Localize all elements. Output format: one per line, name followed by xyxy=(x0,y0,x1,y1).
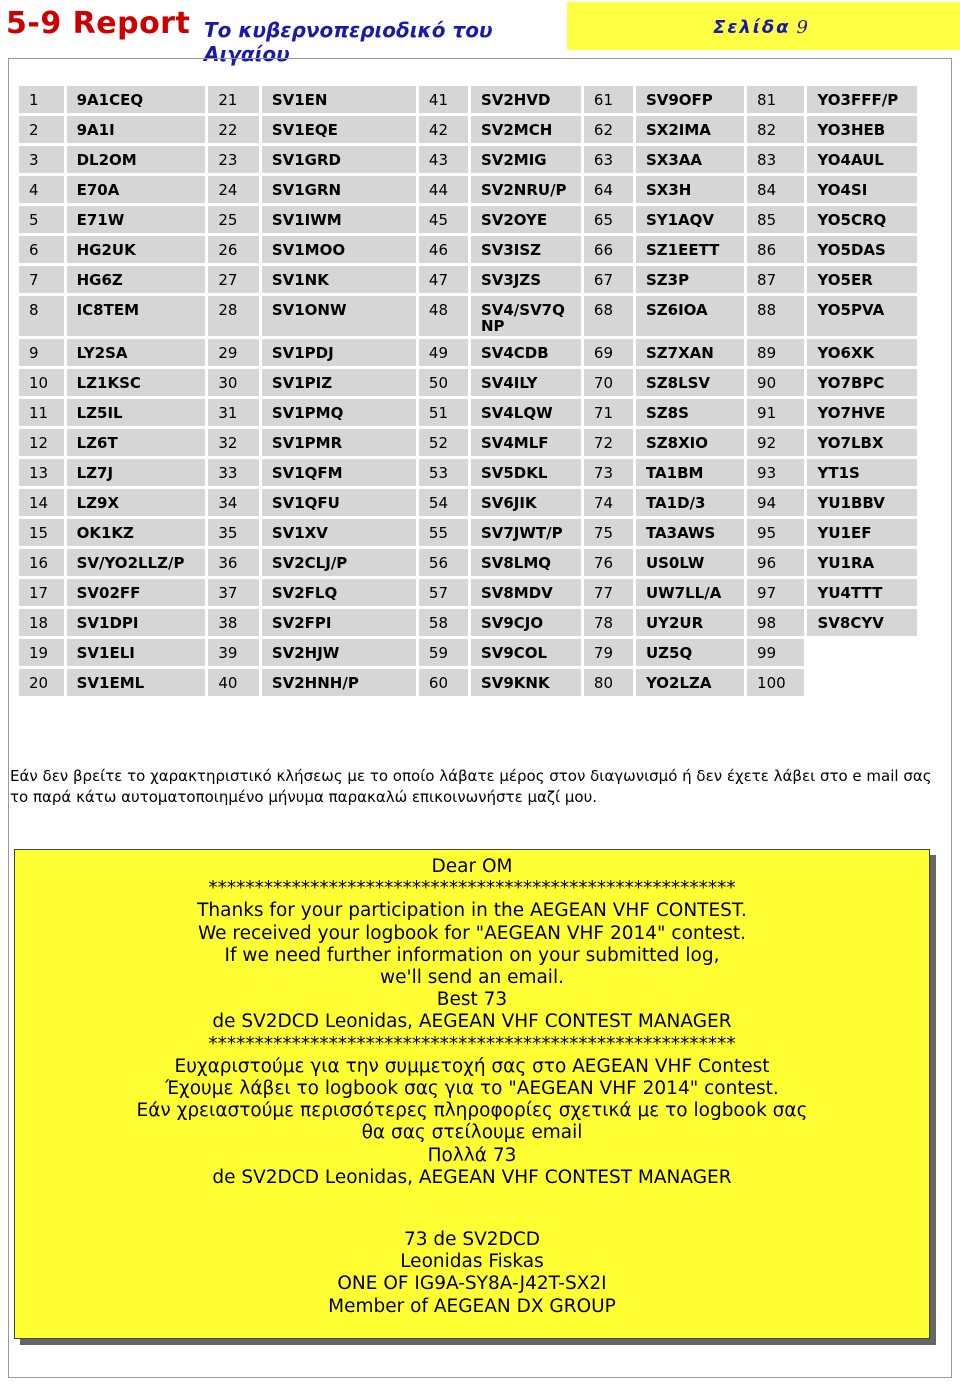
entry-number: 17 xyxy=(19,579,64,606)
callsign-cell: YU4TTT xyxy=(807,579,917,606)
table-row xyxy=(19,146,917,173)
callsign-cell: SV2CLJ/P xyxy=(262,549,416,576)
message-line-greek: Έχουμε λάβει το logbook σας για το "AEGEAN VHF 2014" contest. xyxy=(165,1078,779,1100)
entry-number: 40 xyxy=(208,669,259,696)
entry-number: 65 xyxy=(584,206,633,233)
callsign-cell: SV4CDB xyxy=(471,339,581,366)
entry-number: 70 xyxy=(584,369,633,396)
entry-number: 5 xyxy=(19,206,64,233)
callsign-cell: SV1QFU xyxy=(262,489,416,516)
table-row xyxy=(19,236,917,263)
callsign-cell: SZ6IOA xyxy=(636,296,744,336)
entry-number: 43 xyxy=(419,146,468,173)
callsign-cell: SV1DPI xyxy=(67,609,206,636)
callsign-cell xyxy=(807,639,917,666)
callsign-cell: UY2UR xyxy=(636,609,744,636)
magazine-subtitle: Το κυβερνοπεριοδικό του Αιγαίου xyxy=(204,18,493,66)
callsign-cell: YU1BBV xyxy=(807,489,917,516)
entry-number: 75 xyxy=(584,519,633,546)
signature-line: 73 de SV2DCD xyxy=(403,1229,540,1251)
table-row xyxy=(19,116,917,143)
callsign-cell: SX3AA xyxy=(636,146,744,173)
entry-number: 48 xyxy=(419,296,468,336)
entry-number: 90 xyxy=(747,369,804,396)
callsign-cell: YO3HEB xyxy=(807,116,917,143)
entry-number: 36 xyxy=(208,549,259,576)
entry-number: 68 xyxy=(584,296,633,336)
callsign-cell: SV9CJO xyxy=(471,609,581,636)
callsign-cell: YO6XK xyxy=(807,339,917,366)
entry-number: 94 xyxy=(747,489,804,516)
callsign-cell: LZ9X xyxy=(67,489,206,516)
callsign-cell: SZ8S xyxy=(636,399,744,426)
entry-number: 32 xyxy=(208,429,259,456)
callsign-cell: YO5PVA xyxy=(807,296,917,336)
callsign-cell: SV1GRD xyxy=(262,146,416,173)
callsign-cell: 9A1I xyxy=(67,116,206,143)
entry-number: 57 xyxy=(419,579,468,606)
entry-number: 71 xyxy=(584,399,633,426)
entry-number: 83 xyxy=(747,146,804,173)
callsign-cell: SV1NK xyxy=(262,266,416,293)
entry-number: 61 xyxy=(584,86,633,113)
callsign-cell: SV4LQW xyxy=(471,399,581,426)
table-row xyxy=(19,176,917,203)
signature-line: Leonidas Fiskas xyxy=(400,1251,544,1273)
entry-number: 30 xyxy=(208,369,259,396)
message-box xyxy=(14,849,930,1339)
callsign-cell: SV/YO2LLZ/P xyxy=(67,549,206,576)
entry-number: 86 xyxy=(747,236,804,263)
callsign-cell: SV8MDV xyxy=(471,579,581,606)
entry-number: 16 xyxy=(19,549,64,576)
callsign-cell: YO7HVE xyxy=(807,399,917,426)
message-line-greek: θα σας στείλουμε email xyxy=(361,1122,583,1144)
entry-number: 2 xyxy=(19,116,64,143)
callsign-cell: YT1S xyxy=(807,459,917,486)
entry-number: 89 xyxy=(747,339,804,366)
callsign-cell: SV9KNK xyxy=(471,669,581,696)
callsign-cell: SV2HNH/P xyxy=(262,669,416,696)
callsign-cell: SV1QFM xyxy=(262,459,416,486)
entry-number: 39 xyxy=(208,639,259,666)
entry-number: 10 xyxy=(19,369,64,396)
callsign-cell: LY2SA xyxy=(67,339,206,366)
entry-number: 93 xyxy=(747,459,804,486)
table-row xyxy=(19,669,917,696)
entry-number: 79 xyxy=(584,639,633,666)
callsign-cell: HG6Z xyxy=(67,266,206,293)
callsign-cell: SV2HVD xyxy=(471,86,581,113)
entry-number: 50 xyxy=(419,369,468,396)
entry-number: 24 xyxy=(208,176,259,203)
entry-number: 4 xyxy=(19,176,64,203)
entry-number: 9 xyxy=(19,339,64,366)
callsign-cell: YO5DAS xyxy=(807,236,917,263)
entry-number: 20 xyxy=(19,669,64,696)
entry-number: 51 xyxy=(419,399,468,426)
entry-number: 47 xyxy=(419,266,468,293)
entry-number: 78 xyxy=(584,609,633,636)
callsign-cell: SV4/SV7Q NP xyxy=(471,296,581,336)
entry-number: 3 xyxy=(19,146,64,173)
table-row xyxy=(19,459,917,486)
entry-number: 19 xyxy=(19,639,64,666)
callsign-cell: YO4AUL xyxy=(807,146,917,173)
table-row xyxy=(19,549,917,576)
entry-number: 74 xyxy=(584,489,633,516)
entry-number: 14 xyxy=(19,489,64,516)
entry-number: 12 xyxy=(19,429,64,456)
callsign-cell: SV2NRU/P xyxy=(471,176,581,203)
callsign-cell: SV2FPI xyxy=(262,609,416,636)
entry-number: 8 xyxy=(19,296,64,336)
entry-number: 80 xyxy=(584,669,633,696)
entry-number: 98 xyxy=(747,609,804,636)
entry-number: 84 xyxy=(747,176,804,203)
entry-number: 37 xyxy=(208,579,259,606)
callsign-cell: SV02FF xyxy=(67,579,206,606)
entry-number: 33 xyxy=(208,459,259,486)
callsign-cell: SV7JWT/P xyxy=(471,519,581,546)
entry-number: 6 xyxy=(19,236,64,263)
callsign-cell: UZ5Q xyxy=(636,639,744,666)
entry-number: 72 xyxy=(584,429,633,456)
callsign-cell: LZ5IL xyxy=(67,399,206,426)
callsign-cell: DL2OM xyxy=(67,146,206,173)
callsign-cell xyxy=(807,669,917,696)
entry-number: 56 xyxy=(419,549,468,576)
magazine-title: 5-9 Report xyxy=(6,6,191,41)
entry-number: 22 xyxy=(208,116,259,143)
callsign-cell: SV1IWM xyxy=(262,206,416,233)
callsign-cell: SV2HJW xyxy=(262,639,416,666)
callsign-cell: SV9COL xyxy=(471,639,581,666)
table-row xyxy=(19,339,917,366)
entry-number: 69 xyxy=(584,339,633,366)
callsign-cell: TA3AWS xyxy=(636,519,744,546)
callsign-cell: LZ7J xyxy=(67,459,206,486)
entry-number: 58 xyxy=(419,609,468,636)
callsign-table xyxy=(16,83,920,699)
callsign-cell: IC8TEM xyxy=(67,296,206,336)
callsign-cell: SZ8LSV xyxy=(636,369,744,396)
entry-number: 62 xyxy=(584,116,633,143)
callsign-cell: SV3JZS xyxy=(471,266,581,293)
callsign-cell: SV1MOO xyxy=(262,236,416,263)
callsign-cell: YO4SI xyxy=(807,176,917,203)
entry-number: 96 xyxy=(747,549,804,576)
entry-number: 66 xyxy=(584,236,633,263)
callsign-cell: SZ3P xyxy=(636,266,744,293)
entry-number: 54 xyxy=(419,489,468,516)
header-left xyxy=(0,0,565,66)
callsign-cell: YO5CRQ xyxy=(807,206,917,233)
entry-number: 1 xyxy=(19,86,64,113)
table-row xyxy=(19,86,917,113)
callsign-cell: SV2OYE xyxy=(471,206,581,233)
callsign-cell: HG2UK xyxy=(67,236,206,263)
entry-number: 21 xyxy=(208,86,259,113)
callsign-cell: YU1RA xyxy=(807,549,917,576)
message-line-greek: Εάν χρειαστούμε περισσότερες πληροφορίες σχετικά με το logbook σας xyxy=(136,1100,808,1122)
entry-number: 59 xyxy=(419,639,468,666)
spacer xyxy=(15,1189,929,1229)
entry-number: 28 xyxy=(208,296,259,336)
entry-number: 29 xyxy=(208,339,259,366)
message-line-greek: de SV2DCD Leonidas, AEGEAN VHF CONTEST MANAGER xyxy=(212,1166,732,1188)
table-row xyxy=(19,609,917,636)
instructions-note: Εάν δεν βρείτε το χαρακτηριστικό κλήσεως με το οποίο λάβατε μέρος στον διαγωνισμό ή δεν έχετε λάβει στο e mail σας το παρά κάτω αυτοματοποιημένο μήνυμα παρακαλώ επικοινωνήστε μαζί μου. xyxy=(10,767,932,806)
callsign-cell: SZ8XIO xyxy=(636,429,744,456)
message-line: de SV2DCD Leonidas, AEGEAN VHF CONTEST MANAGER xyxy=(212,1011,732,1033)
callsign-cell: SZ7XAN xyxy=(636,339,744,366)
callsign-cell: SX2IMA xyxy=(636,116,744,143)
callsign-cell: SV1GRN xyxy=(262,176,416,203)
callsign-cell: SV2MCH xyxy=(471,116,581,143)
entry-number: 88 xyxy=(747,296,804,336)
message-line-greek: Ευχαριστούμε για την συμμετοχή σας στο AEGEAN VHF Contest xyxy=(174,1055,770,1077)
entry-number: 64 xyxy=(584,176,633,203)
callsign-cell: OK1KZ xyxy=(67,519,206,546)
entry-number: 55 xyxy=(419,519,468,546)
message-line: Thanks for your participation in the AEGEAN VHF CONTEST. xyxy=(197,900,747,922)
message-line: ********************************************************* xyxy=(208,1033,736,1055)
message-line: We received your logbook for "AEGEAN VHF 2014" contest. xyxy=(197,922,747,944)
page-header xyxy=(0,0,960,66)
callsign-cell: TA1D/3 xyxy=(636,489,744,516)
table-row xyxy=(19,489,917,516)
page-number: 9 xyxy=(796,17,810,38)
callsign-cell: SV1EML xyxy=(67,669,206,696)
entry-number: 49 xyxy=(419,339,468,366)
table-row xyxy=(19,519,917,546)
callsign-cell: SV6JIK xyxy=(471,489,581,516)
table-row xyxy=(19,579,917,606)
entry-number: 95 xyxy=(747,519,804,546)
entry-number: 11 xyxy=(19,399,64,426)
callsign-cell: SV1PDJ xyxy=(262,339,416,366)
entry-number: 34 xyxy=(208,489,259,516)
callsign-cell: SV1XV xyxy=(262,519,416,546)
entry-number: 60 xyxy=(419,669,468,696)
callsign-cell: E70A xyxy=(67,176,206,203)
callsign-cell: YU1EF xyxy=(807,519,917,546)
message-line: we'll send an email. xyxy=(380,967,564,989)
entry-number: 23 xyxy=(208,146,259,173)
callsign-cell: US0LW xyxy=(636,549,744,576)
callsign-cell: SV4MLF xyxy=(471,429,581,456)
entry-number: 92 xyxy=(747,429,804,456)
table-row xyxy=(19,206,917,233)
entry-number: 31 xyxy=(208,399,259,426)
entry-number: 25 xyxy=(208,206,259,233)
callsign-cell: E71W xyxy=(67,206,206,233)
signature-line: Member of AEGEAN DX GROUP xyxy=(328,1295,616,1317)
entry-number: 7 xyxy=(19,266,64,293)
entry-number: 13 xyxy=(19,459,64,486)
callsign-cell: YO7LBX xyxy=(807,429,917,456)
callsign-cell: SV1EQE xyxy=(262,116,416,143)
callsign-cell: LZ1KSC xyxy=(67,369,206,396)
page-indicator xyxy=(713,17,810,38)
entry-number: 63 xyxy=(584,146,633,173)
entry-number: 100 xyxy=(747,669,804,696)
callsign-cell: SV1ONW xyxy=(262,296,416,336)
message-line: If we need further information on your submitted log, xyxy=(224,944,720,966)
entry-number: 45 xyxy=(419,206,468,233)
entry-number: 76 xyxy=(584,549,633,576)
callsign-cell: SV2MIG xyxy=(471,146,581,173)
entry-number: 26 xyxy=(208,236,259,263)
entry-number: 38 xyxy=(208,609,259,636)
table-row xyxy=(19,399,917,426)
entry-number: 27 xyxy=(208,266,259,293)
callsign-cell: SV4ILY xyxy=(471,369,581,396)
entry-number: 85 xyxy=(747,206,804,233)
entry-number: 82 xyxy=(747,116,804,143)
callsign-cell: SV3ISZ xyxy=(471,236,581,263)
entry-number: 42 xyxy=(419,116,468,143)
message-line: ********************************************************* xyxy=(208,878,736,900)
callsign-cell: SV9OFP xyxy=(636,86,744,113)
entry-number: 67 xyxy=(584,266,633,293)
callsign-cell: SV1ELI xyxy=(67,639,206,666)
callsign-cell: SV5DKL xyxy=(471,459,581,486)
callsign-cell: YO2LZA xyxy=(636,669,744,696)
entry-number: 18 xyxy=(19,609,64,636)
entry-number: 44 xyxy=(419,176,468,203)
callsign-cell: YO3FFF/P xyxy=(807,86,917,113)
callsign-cell: SV8LMQ xyxy=(471,549,581,576)
entry-number: 41 xyxy=(419,86,468,113)
callsign-cell: SV1PMR xyxy=(262,429,416,456)
table-row xyxy=(19,639,917,666)
table-row xyxy=(19,429,917,456)
entry-number: 91 xyxy=(747,399,804,426)
entry-number: 73 xyxy=(584,459,633,486)
entry-number: 53 xyxy=(419,459,468,486)
callsign-cell: UW7LL/A xyxy=(636,579,744,606)
table-row xyxy=(19,296,917,336)
callsign-cell: 9A1CEQ xyxy=(67,86,206,113)
message-text xyxy=(15,856,929,1318)
message-line-greek: Πολλά 73 xyxy=(427,1144,517,1166)
callsign-cell: YO5ER xyxy=(807,266,917,293)
entry-number: 99 xyxy=(747,639,804,666)
callsign-cell: TA1BM xyxy=(636,459,744,486)
entry-number: 97 xyxy=(747,579,804,606)
callsign-cell: SV1PMQ xyxy=(262,399,416,426)
callsign-cell: SV1PIZ xyxy=(262,369,416,396)
page-label: Σελίδα xyxy=(713,17,791,38)
entry-number: 81 xyxy=(747,86,804,113)
signature-line: ONE OF IG9A-SY8A-J42T-SX2I xyxy=(337,1273,607,1295)
entry-number: 52 xyxy=(419,429,468,456)
table-row xyxy=(19,266,917,293)
callsign-cell: SV2FLQ xyxy=(262,579,416,606)
callsign-cell: SX3H xyxy=(636,176,744,203)
table-row xyxy=(19,369,917,396)
callsign-cell: LZ6T xyxy=(67,429,206,456)
entry-number: 35 xyxy=(208,519,259,546)
entry-number: 15 xyxy=(19,519,64,546)
callsign-cell: SV1EN xyxy=(262,86,416,113)
callsign-cell: SY1AQV xyxy=(636,206,744,233)
message-line: Best 73 xyxy=(436,989,508,1011)
entry-number: 77 xyxy=(584,579,633,606)
callsign-cell: SV8CYV xyxy=(807,609,917,636)
callsign-cell: YO7BPC xyxy=(807,369,917,396)
header-right xyxy=(567,2,960,50)
message-line: Dear OM xyxy=(431,856,513,877)
entry-number: 87 xyxy=(747,266,804,293)
callsign-cell: SZ1EETT xyxy=(636,236,744,263)
entry-number: 46 xyxy=(419,236,468,263)
